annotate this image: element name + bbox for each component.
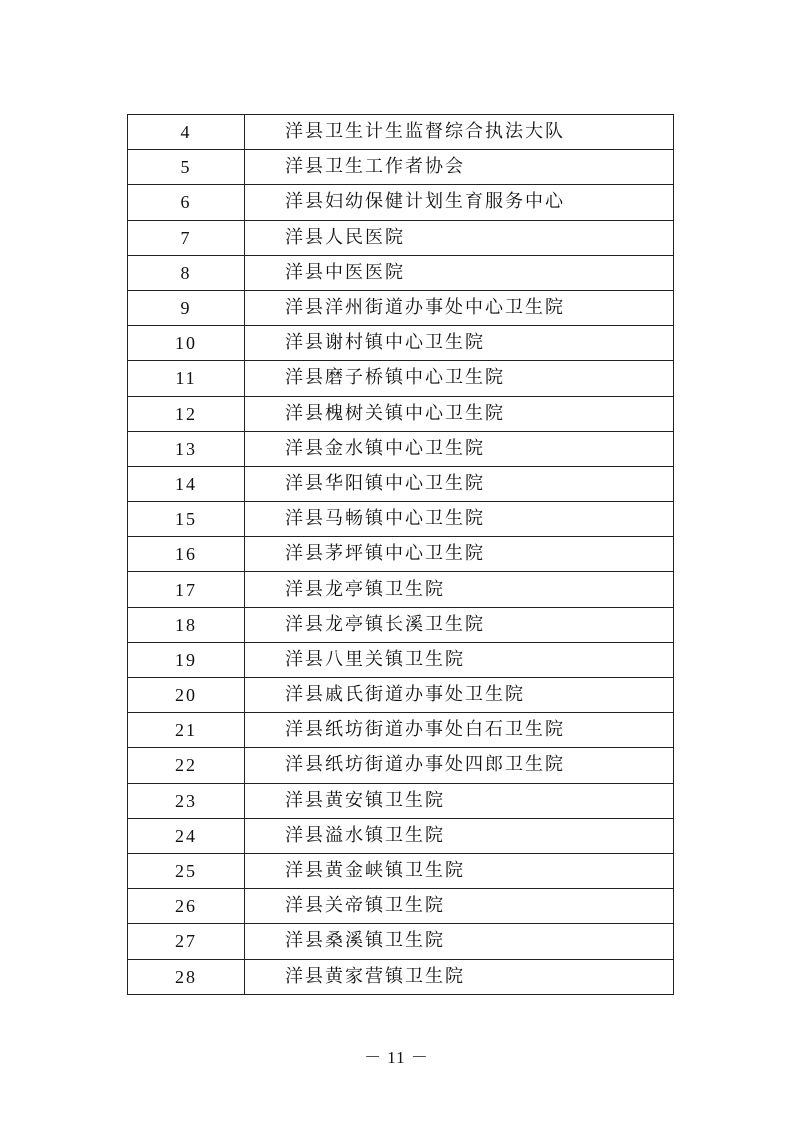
table-row xyxy=(128,255,674,290)
institution-name-cell: 洋县龙亭镇长溪卫生院 xyxy=(245,607,674,642)
row-number-cell: 23 xyxy=(128,783,245,818)
row-number-cell: 16 xyxy=(128,537,245,572)
table-row xyxy=(128,889,674,924)
row-number-cell: 6 xyxy=(128,185,245,220)
institution-name-cell: 洋县黄金峡镇卫生院 xyxy=(245,853,674,888)
table-row xyxy=(128,396,674,431)
institution-name-cell: 洋县溢水镇卫生院 xyxy=(245,818,674,853)
table-row xyxy=(128,748,674,783)
table-row xyxy=(128,466,674,501)
row-number-cell: 18 xyxy=(128,607,245,642)
institution-name-cell: 洋县纸坊街道办事处四郎卫生院 xyxy=(245,748,674,783)
row-number-cell: 15 xyxy=(128,502,245,537)
institution-table-body xyxy=(128,115,674,995)
institution-name-cell: 洋县洋州街道办事处中心卫生院 xyxy=(245,290,674,325)
table-row xyxy=(128,572,674,607)
table-row xyxy=(128,150,674,185)
row-number-cell: 4 xyxy=(128,115,245,150)
institution-name-cell: 洋县磨子桥镇中心卫生院 xyxy=(245,361,674,396)
table-row xyxy=(128,924,674,959)
row-number-cell: 19 xyxy=(128,642,245,677)
institution-name-cell: 洋县黄安镇卫生院 xyxy=(245,783,674,818)
institution-name-cell: 洋县茅坪镇中心卫生院 xyxy=(245,537,674,572)
institution-name-cell: 洋县卫生计生监督综合执法大队 xyxy=(245,115,674,150)
table-row xyxy=(128,185,674,220)
table-row xyxy=(128,431,674,466)
table-row xyxy=(128,713,674,748)
row-number-cell: 10 xyxy=(128,326,245,361)
row-number-cell: 21 xyxy=(128,713,245,748)
institution-name-cell: 洋县妇幼保健计划生育服务中心 xyxy=(245,185,674,220)
institution-name-cell: 洋县八里关镇卫生院 xyxy=(245,642,674,677)
institution-name-cell: 洋县纸坊街道办事处白石卫生院 xyxy=(245,713,674,748)
row-number-cell: 12 xyxy=(128,396,245,431)
row-number-cell: 9 xyxy=(128,290,245,325)
row-number-cell: 8 xyxy=(128,255,245,290)
table-row xyxy=(128,290,674,325)
row-number-cell: 11 xyxy=(128,361,245,396)
institution-table xyxy=(127,114,674,995)
institution-name-cell: 洋县马畅镇中心卫生院 xyxy=(245,502,674,537)
institution-name-cell: 洋县人民医院 xyxy=(245,220,674,255)
table-row xyxy=(128,678,674,713)
row-number-cell: 17 xyxy=(128,572,245,607)
table-row xyxy=(128,537,674,572)
institution-name-cell: 洋县华阳镇中心卫生院 xyxy=(245,466,674,501)
table-row xyxy=(128,642,674,677)
page-number: － 11 － xyxy=(364,1048,429,1067)
institution-name-cell: 洋县龙亭镇卫生院 xyxy=(245,572,674,607)
table-row xyxy=(128,818,674,853)
table-row xyxy=(128,502,674,537)
row-number-cell: 25 xyxy=(128,853,245,888)
row-number-cell: 20 xyxy=(128,678,245,713)
institution-name-cell: 洋县金水镇中心卫生院 xyxy=(245,431,674,466)
institution-name-cell: 洋县中医医院 xyxy=(245,255,674,290)
row-number-cell: 27 xyxy=(128,924,245,959)
row-number-cell: 7 xyxy=(128,220,245,255)
institution-name-cell: 洋县桑溪镇卫生院 xyxy=(245,924,674,959)
row-number-cell: 14 xyxy=(128,466,245,501)
row-number-cell: 13 xyxy=(128,431,245,466)
institution-name-cell: 洋县谢村镇中心卫生院 xyxy=(245,326,674,361)
institution-name-cell: 洋县戚氏街道办事处卫生院 xyxy=(245,678,674,713)
institution-name-cell: 洋县关帝镇卫生院 xyxy=(245,889,674,924)
institution-name-cell: 洋县槐树关镇中心卫生院 xyxy=(245,396,674,431)
table-row xyxy=(128,959,674,994)
row-number-cell: 28 xyxy=(128,959,245,994)
table-row xyxy=(128,361,674,396)
row-number-cell: 26 xyxy=(128,889,245,924)
table-row xyxy=(128,853,674,888)
row-number-cell: 22 xyxy=(128,748,245,783)
institution-name-cell: 洋县卫生工作者协会 xyxy=(245,150,674,185)
table-row xyxy=(128,220,674,255)
row-number-cell: 5 xyxy=(128,150,245,185)
institution-name-cell: 洋县黄家营镇卫生院 xyxy=(245,959,674,994)
table-row xyxy=(128,607,674,642)
row-number-cell: 24 xyxy=(128,818,245,853)
table-row xyxy=(128,783,674,818)
table-row xyxy=(128,326,674,361)
table-row xyxy=(128,115,674,150)
